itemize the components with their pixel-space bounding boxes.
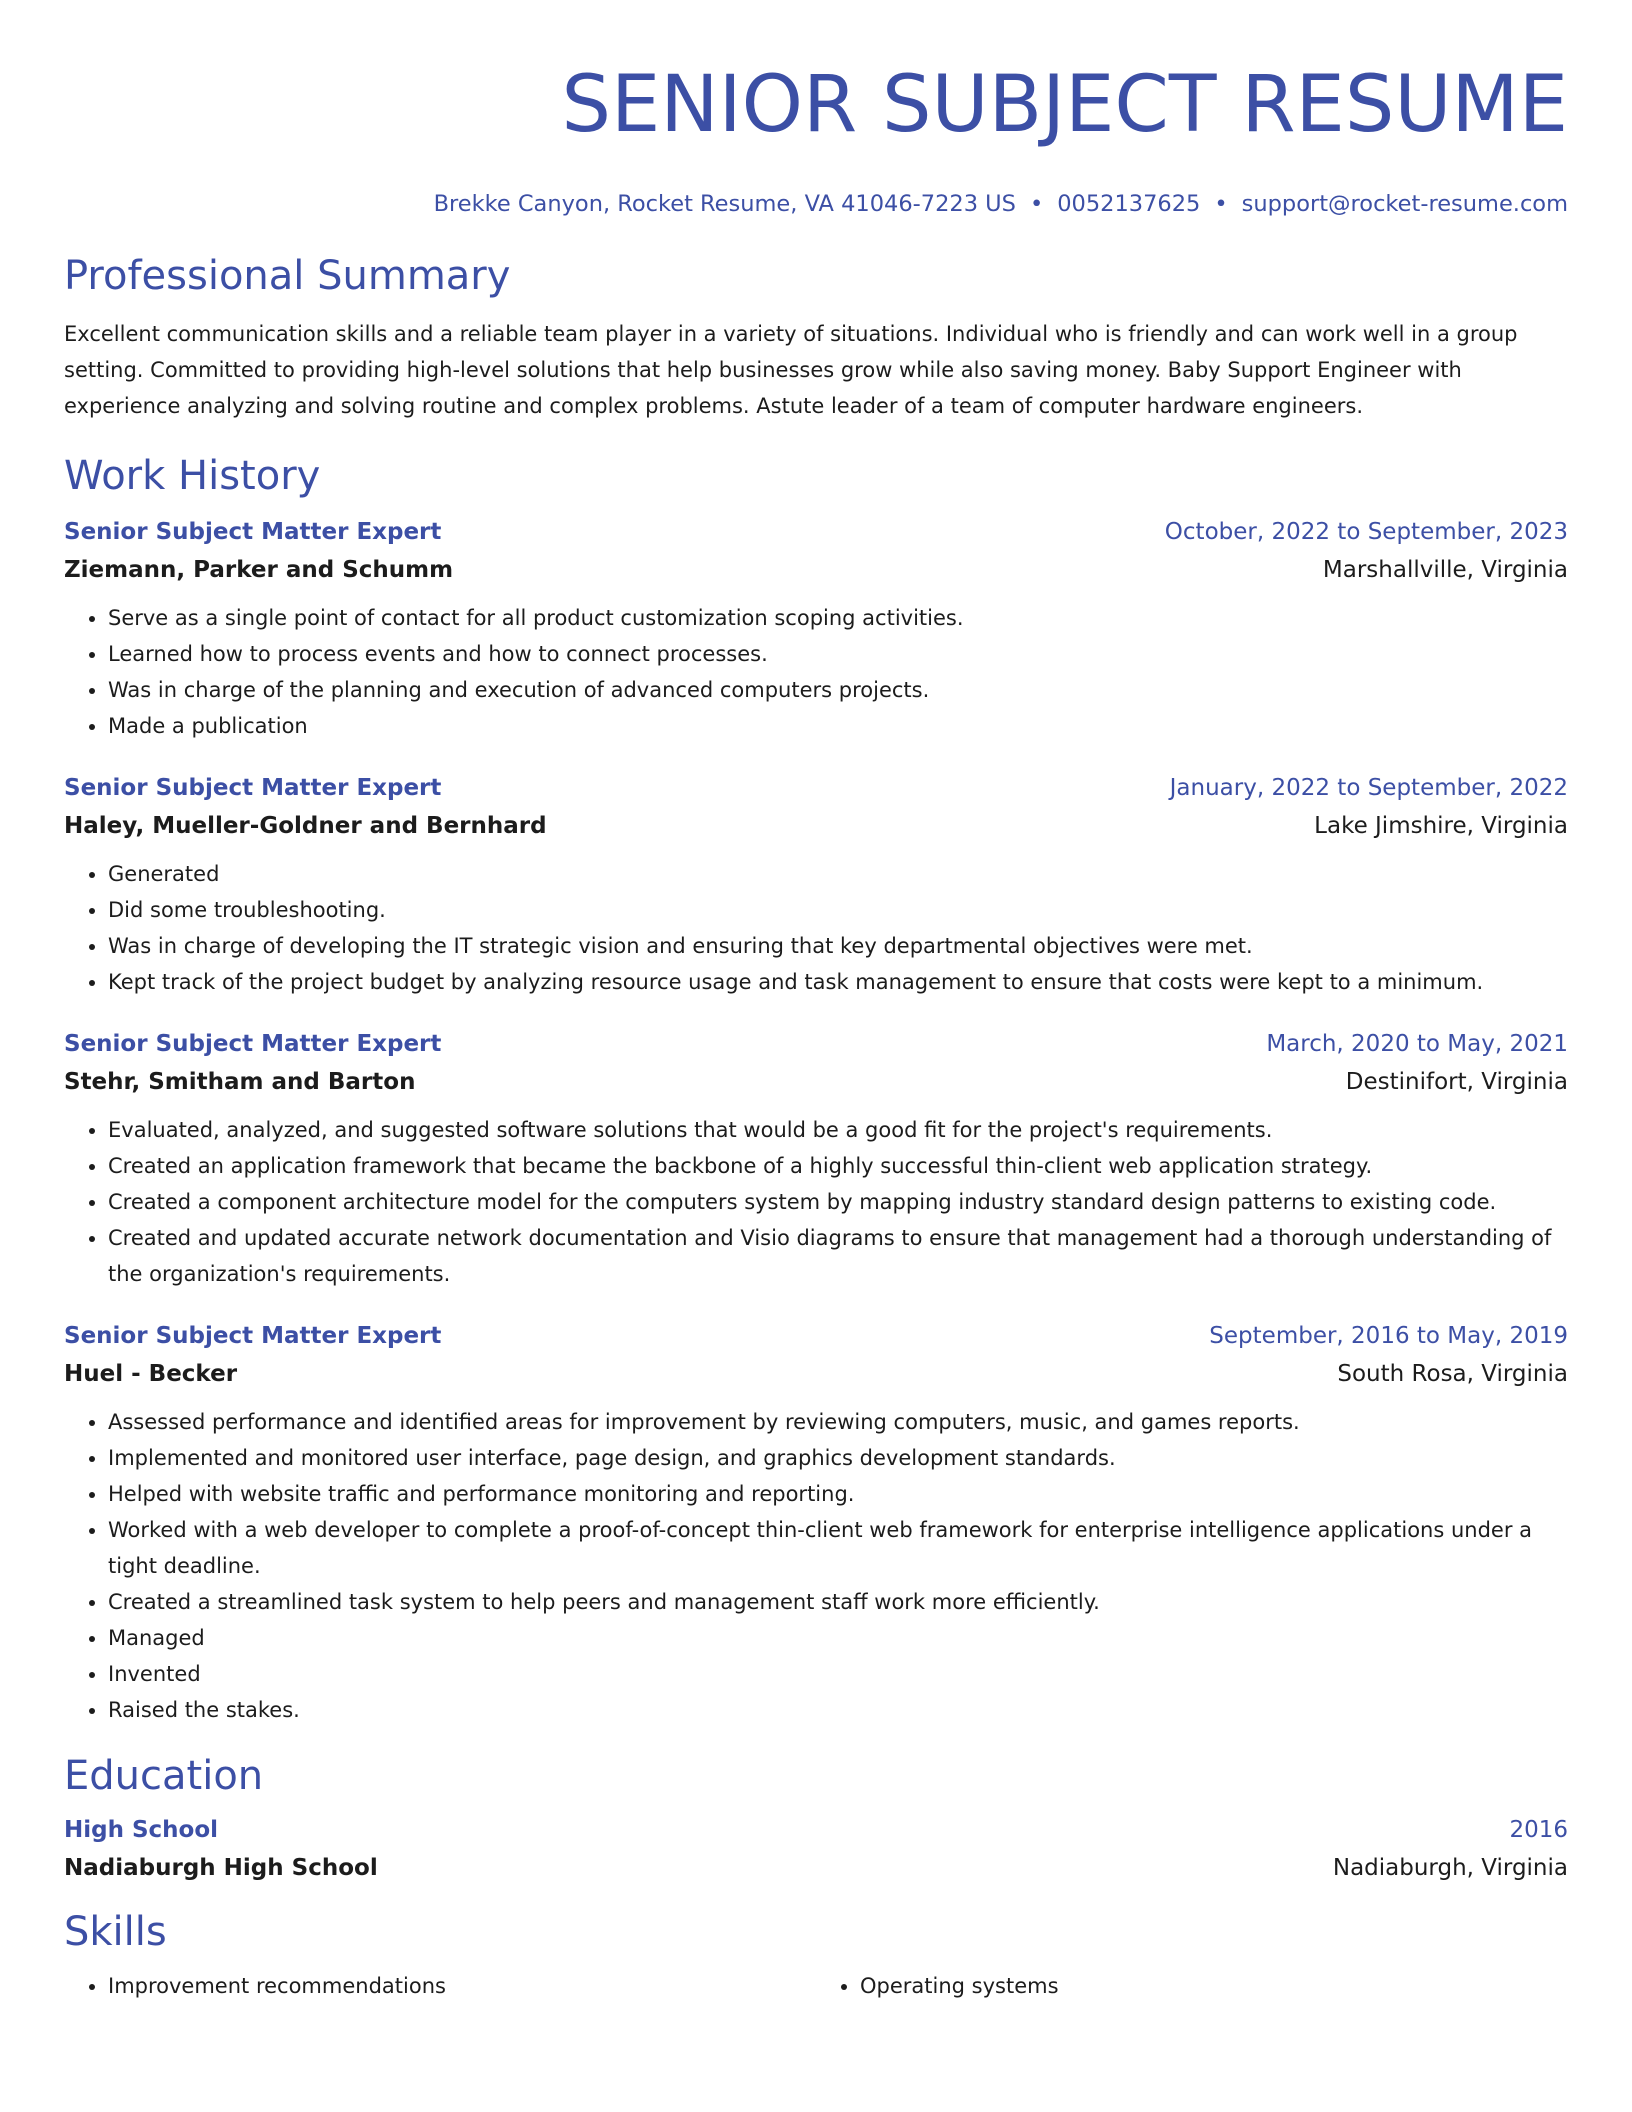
job-dates: October, 2022 to September, 2023 <box>1164 519 1568 545</box>
education-entry <box>64 1812 1568 1888</box>
contact-email: support@rocket-resume.com <box>1241 191 1568 217</box>
contact-separator: • <box>1029 191 1044 217</box>
job-bullet: • Created and updated accurate network documentation and Visio diagrams to ensure that management had a thorough understanding of the organization's requirements. <box>108 1220 1568 1292</box>
job-bullet: • Learned how to process events and how to connect processes. <box>108 636 1568 672</box>
contact-line <box>64 188 1568 220</box>
job-dates: March, 2020 to May, 2021 <box>1266 1031 1568 1057</box>
job-role: Senior Subject Matter Expert <box>64 1031 442 1057</box>
job-bullet: • Created a streamlined task system to help peers and management staff work more efficiently. <box>108 1584 1568 1620</box>
job-entry <box>64 1026 1568 1292</box>
job-bullet: • Made a publication <box>108 708 1568 744</box>
job-location: South Rosa, Virginia <box>1337 1361 1568 1387</box>
education-degree: High School <box>64 1817 219 1843</box>
job-entry <box>64 514 1568 744</box>
job-location: Lake Jimshire, Virginia <box>1314 813 1568 839</box>
job-role: Senior Subject Matter Expert <box>64 1323 442 1349</box>
contact-address: Brekke Canyon, Rocket Resume, VA 41046-7223 US <box>433 191 1016 217</box>
job-bullet: • Implemented and monitored user interface, page design, and graphics development standards. <box>108 1440 1568 1476</box>
contact-separator: • <box>1214 191 1228 217</box>
skill-item: • Operating systems <box>860 1968 1568 2004</box>
job-bullet: • Created a component architecture model for the computers system by mapping industry standard design patterns to existing code. <box>108 1184 1568 1220</box>
job-bullet: • Kept track of the project budget by analyzing resource usage and task management to ensure that costs were kept to a minimum. <box>108 964 1568 1000</box>
job-company: Huel - Becker <box>64 1361 238 1387</box>
education-heading: Education <box>64 1753 264 1799</box>
job-role: Senior Subject Matter Expert <box>64 519 442 545</box>
job-bullet: • Worked with a web developer to complete a proof-of-concept thin-client web framework for enterprise intelligence applications under a tight deadline. <box>108 1512 1568 1584</box>
job-bullet: • Created an application framework that became the backbone of a highly successful thin-client web application strategy. <box>108 1148 1568 1184</box>
resume-name: SENIOR SUBJECT RESUME <box>561 60 1568 150</box>
work-history-heading: Work History <box>64 453 321 499</box>
job-company: Haley, Mueller-Goldner and Bernhard <box>64 813 547 839</box>
job-bullet: • Serve as a single point of contact for all product customization scoping activities. <box>108 600 1568 636</box>
job-entry <box>64 1318 1568 1728</box>
education-location: Nadiaburgh, Virginia <box>1332 1855 1568 1881</box>
skills-column-left <box>64 1968 816 2004</box>
education-year: 2016 <box>1509 1817 1568 1843</box>
job-location: Marshallville, Virginia <box>1322 557 1568 583</box>
job-bullet: • Helped with website traffic and performance monitoring and reporting. <box>108 1476 1568 1512</box>
job-company: Ziemann, Parker and Schumm <box>64 557 454 583</box>
skills-column-right <box>816 1968 1568 2004</box>
job-location: Destinifort, Virginia <box>1345 1069 1568 1095</box>
job-bullet: • Invented <box>108 1656 1568 1692</box>
education-school: Nadiaburgh High School <box>64 1855 378 1881</box>
job-company: Stehr, Smitham and Barton <box>64 1069 416 1095</box>
job-bullet: • Generated <box>108 856 1568 892</box>
contact-phone: 0052137625 <box>1057 191 1201 217</box>
job-bullets <box>64 1404 1568 1728</box>
job-bullet: • Assessed performance and identified areas for improvement by reviewing computers, music, and games reports. <box>108 1404 1568 1440</box>
skills-list <box>64 1968 1568 2004</box>
job-bullet: • Managed <box>108 1620 1568 1656</box>
job-dates: January, 2022 to September, 2022 <box>1169 775 1568 801</box>
job-bullets <box>64 600 1568 744</box>
job-role: Senior Subject Matter Expert <box>64 775 442 801</box>
summary-text: Excellent communication skills and a reliable team player in a variety of situations. Individual who is friendly and can work well in a group setting. Committed to providing high-level solutions that help businesses grow while also saving money. Baby Support Engineer with experience analyzing and solving routine and complex problems. Astute leader of a team of computer hardware engineers. <box>64 322 1518 418</box>
skill-item: • Improvement recommendations <box>108 1968 816 2004</box>
job-bullet: • Was in charge of the planning and execution of advanced computers projects. <box>108 672 1568 708</box>
job-entry <box>64 770 1568 1000</box>
job-bullets <box>64 856 1568 1000</box>
job-bullet: • Did some troubleshooting. <box>108 892 1568 928</box>
summary-heading: Professional Summary <box>64 253 511 299</box>
skills-heading: Skills <box>64 1909 167 1955</box>
job-bullets <box>64 1112 1568 1292</box>
job-dates: September, 2016 to May, 2019 <box>1209 1323 1568 1349</box>
job-bullet: • Evaluated, analyzed, and suggested software solutions that would be a good fit for the project's requirements. <box>108 1112 1568 1148</box>
job-bullet: • Was in charge of developing the IT strategic vision and ensuring that key departmental objectives were met. <box>108 928 1568 964</box>
job-bullet: • Raised the stakes. <box>108 1692 1568 1728</box>
